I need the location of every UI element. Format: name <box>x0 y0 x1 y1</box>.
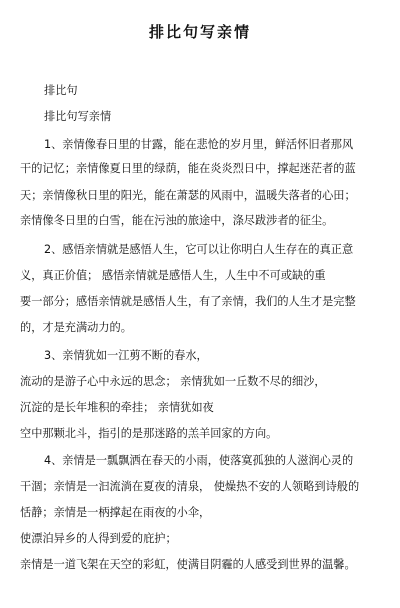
paragraph-1-line: 亲情像冬日里的白雪，能在污浊的旅途中，涤尽跋涉者的征尘。 <box>20 214 334 227</box>
paragraph-4-line: 恬静；亲情是一柄撑起在雨夜的小伞， <box>20 506 211 519</box>
paragraph-3-line: 空中那颗北斗，指引的是那迷路的羔羊回家的方向。 <box>20 427 278 440</box>
paragraph-1-line: 干的记忆；亲情像夏日里的绿荫，能在炎炎烈日中，撑起迷茫者的蓝 <box>20 162 356 175</box>
paragraph-3-line: 沉淀的是长年堆积的牵挂； 亲情犹如夜 <box>20 401 214 414</box>
paragraph-4-line: 4、亲情是一瓢飘洒在春天的小雨，使落寞孤独的人滋润心灵的 <box>44 454 354 467</box>
paragraph-1-line: 1、亲情像春日里的甘露，能在悲怆的岁月里，鲜活怀旧者那风 <box>44 138 354 151</box>
paragraph-2-line: 2、感悟亲情就是感悟人生，它可以让你明白人生存在的真正意 <box>44 243 354 256</box>
text-line-subheading: 排比句写亲情 <box>44 110 112 123</box>
paragraph-4-line: 干涸；亲情是一汩流淌在夏夜的清泉， 使燥热不安的人领略到诗般的 <box>20 480 360 493</box>
paragraph-3-line: 3、亲情犹如一江剪不断的春水， <box>44 349 208 362</box>
paragraph-2-line: 要一部分；感悟亲情就是感悟人生，有了亲情，我们的人生才是完整 <box>20 295 356 308</box>
paragraph-2-line: 的，才是充满动力的。 <box>20 321 132 334</box>
paragraph-3-line: 流动的是游子心中永远的思念； 亲情犹如一丘数不尽的细沙， <box>20 375 326 388</box>
document-title: 排比句写亲情 <box>148 23 251 41</box>
paragraph-4-line: 使漂泊异乡的人得到爱的庇护； <box>20 532 177 545</box>
text-line-heading: 排比句 <box>44 84 78 97</box>
paragraph-4-line: 亲情是一道飞架在天空的彩虹，使满目阴霾的人感受到世界的温馨。 <box>20 558 356 571</box>
paragraph-1-line: 天；亲情像秋日里的阳光，能在萧瑟的风雨中，温暖失落者的心田； <box>20 189 356 202</box>
paragraph-2-line: 义，真正价值； 感悟亲情就是感悟人生，人生中不可或缺的重 <box>20 269 326 282</box>
